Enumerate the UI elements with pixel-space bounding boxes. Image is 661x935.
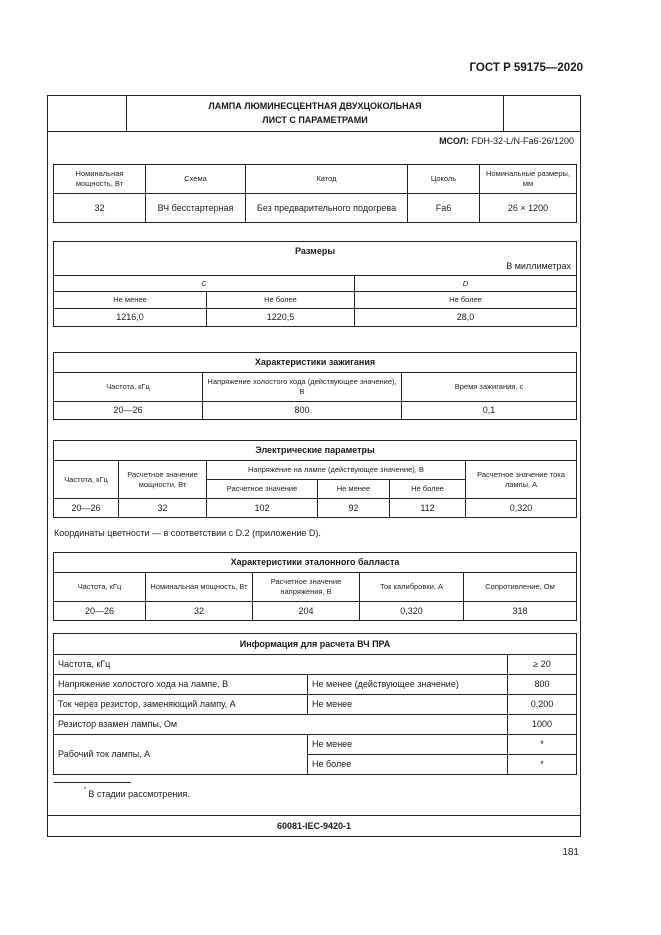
sheet-title-line2: ЛИСТ С ПАРАМЕТРАМИ bbox=[262, 115, 368, 125]
ignition-title: Характеристики зажигания bbox=[54, 353, 577, 373]
electrical-subheader: Расчетное значение bbox=[207, 480, 318, 499]
electrical-value: 0,320 bbox=[466, 499, 577, 518]
electrical-value: 112 bbox=[390, 499, 466, 518]
electrical-subheader: Не менее bbox=[318, 480, 390, 499]
ballast-header: Номинальная мощность, Вт bbox=[146, 573, 253, 602]
dimension-value: 1220,5 bbox=[207, 309, 355, 327]
summary-cell: Fa6 bbox=[408, 194, 480, 223]
ballast-table bbox=[53, 552, 577, 621]
ignition-table bbox=[53, 352, 577, 420]
ignition-header: Частота, кГц bbox=[54, 373, 203, 402]
ballast-value: 318 bbox=[464, 602, 577, 621]
page-number: 181 bbox=[562, 847, 579, 858]
ignition-header: Время зажигания, с bbox=[402, 373, 577, 402]
ignition-value: 0,1 bbox=[402, 402, 577, 420]
dimension-value: 28,0 bbox=[355, 309, 577, 327]
electrical-subheader: Не более bbox=[390, 480, 466, 499]
hf-param-label: Рабочий ток лампы, А bbox=[54, 735, 308, 775]
hf-param-value: 800 bbox=[508, 675, 577, 695]
dimensions-title: Размеры bbox=[294, 246, 336, 256]
ballast-header: Сопротивление, Ом bbox=[464, 573, 577, 602]
hf-param-value: 0,200 bbox=[508, 695, 577, 715]
summary-cell: Без предварительного подогрева bbox=[246, 194, 408, 223]
hf-param-condition: Не более bbox=[308, 755, 508, 775]
ballast-value: 0,320 bbox=[360, 602, 464, 621]
dimension-d-header: D bbox=[355, 276, 577, 292]
summary-header: Схема bbox=[146, 165, 246, 194]
ballast-header: Расчетное значение напряжения, В bbox=[253, 573, 360, 602]
electrical-value: 102 bbox=[207, 499, 318, 518]
electrical-title: Электрические параметры bbox=[54, 441, 577, 461]
ignition-header: Напряжение холостого хода (действующее значение), В bbox=[203, 373, 402, 402]
summary-cell: 26 × 1200 bbox=[480, 194, 577, 223]
ballast-value: 20—26 bbox=[54, 602, 146, 621]
dimension-subheader: Не менее bbox=[54, 292, 207, 309]
hf-param-condition: Не менее bbox=[308, 735, 508, 755]
ignition-value: 800 bbox=[203, 402, 402, 420]
hf-param-value: ≥ 20 bbox=[508, 655, 577, 675]
ballast-header: Частота, кГц bbox=[54, 573, 146, 602]
footnote bbox=[84, 789, 190, 799]
summary-header: Цоколь bbox=[408, 165, 480, 194]
dimension-subheader: Не более bbox=[355, 292, 577, 309]
mcol-value: FDH-32-L/N-Fa6-26/1200 bbox=[471, 136, 574, 146]
ignition-value: 20—26 bbox=[54, 402, 203, 420]
dimensions-unit-note: В миллиметрах bbox=[506, 261, 571, 271]
electrical-value: 92 bbox=[318, 499, 390, 518]
footnote-text: В стадии рассмотрения. bbox=[88, 789, 190, 799]
electrical-table bbox=[53, 440, 577, 518]
sheet-title bbox=[127, 99, 503, 127]
dimension-c-header: C bbox=[54, 276, 355, 292]
hf-ballast-title: Информация для расчета ВЧ ПРА bbox=[54, 634, 577, 655]
ballast-value: 204 bbox=[253, 602, 360, 621]
summary-cell: ВЧ бесстартерная bbox=[146, 194, 246, 223]
data-sheet-frame bbox=[47, 95, 581, 837]
ballast-header: Ток калибровки, А bbox=[360, 573, 464, 602]
summary-header: Катод bbox=[246, 165, 408, 194]
sheet-footer-code: 60081-IEC-9420-1 bbox=[48, 815, 580, 837]
summary-cell: 32 bbox=[54, 194, 146, 223]
electrical-value: 20—26 bbox=[54, 499, 119, 518]
electrical-header: Расчетное значение мощности, Вт bbox=[119, 461, 207, 499]
ballast-value: 32 bbox=[146, 602, 253, 621]
footnote-mark: * bbox=[84, 787, 87, 793]
mcol-designation bbox=[439, 136, 574, 146]
electrical-value: 32 bbox=[119, 499, 207, 518]
hf-param-value: 1000 bbox=[508, 715, 577, 735]
electrical-header: Расчетное значение тока лампы, А bbox=[466, 461, 577, 499]
ballast-title: Характеристики эталонного балласта bbox=[54, 553, 577, 573]
summary-table bbox=[53, 164, 577, 223]
mcol-label: МСОЛ: bbox=[439, 136, 469, 146]
summary-header: Номинальная мощность, Вт bbox=[54, 165, 146, 194]
hf-param-value: * bbox=[508, 735, 577, 755]
sheet-title-line1: ЛАМПА ЛЮМИНЕСЦЕНТНАЯ ДВУХЦОКОЛЬНАЯ bbox=[208, 101, 422, 111]
hf-param-condition: Не менее bbox=[308, 695, 508, 715]
summary-header: Номинальные размеры, мм bbox=[480, 165, 577, 194]
dimension-subheader: Не более bbox=[207, 292, 355, 309]
hf-param-condition: Не менее (действующее значение) bbox=[308, 675, 508, 695]
electrical-header: Напряжение на лампе (действующее значение), В bbox=[207, 461, 466, 480]
chromaticity-note: Координаты цветности — в соответствии с D.2 (приложение D). bbox=[54, 528, 321, 538]
hf-param-label: Резистор взамен лампы, Ом bbox=[54, 715, 508, 735]
dimensions-table bbox=[53, 241, 577, 327]
footnote-separator bbox=[54, 782, 131, 783]
electrical-header: Частота, кГц bbox=[54, 461, 119, 499]
standard-number: ГОСТ Р 59175—2020 bbox=[469, 62, 583, 74]
hf-param-label: Частота, кГц bbox=[54, 655, 508, 675]
dimension-value: 1216,0 bbox=[54, 309, 207, 327]
hf-param-label: Ток через резистор, заменяющий лампу, А bbox=[54, 695, 308, 715]
hf-param-label: Напряжение холостого хода на лампе, В bbox=[54, 675, 308, 695]
hf-ballast-table bbox=[53, 633, 577, 775]
hf-param-value: * bbox=[508, 755, 577, 775]
sheet-header bbox=[48, 96, 580, 132]
